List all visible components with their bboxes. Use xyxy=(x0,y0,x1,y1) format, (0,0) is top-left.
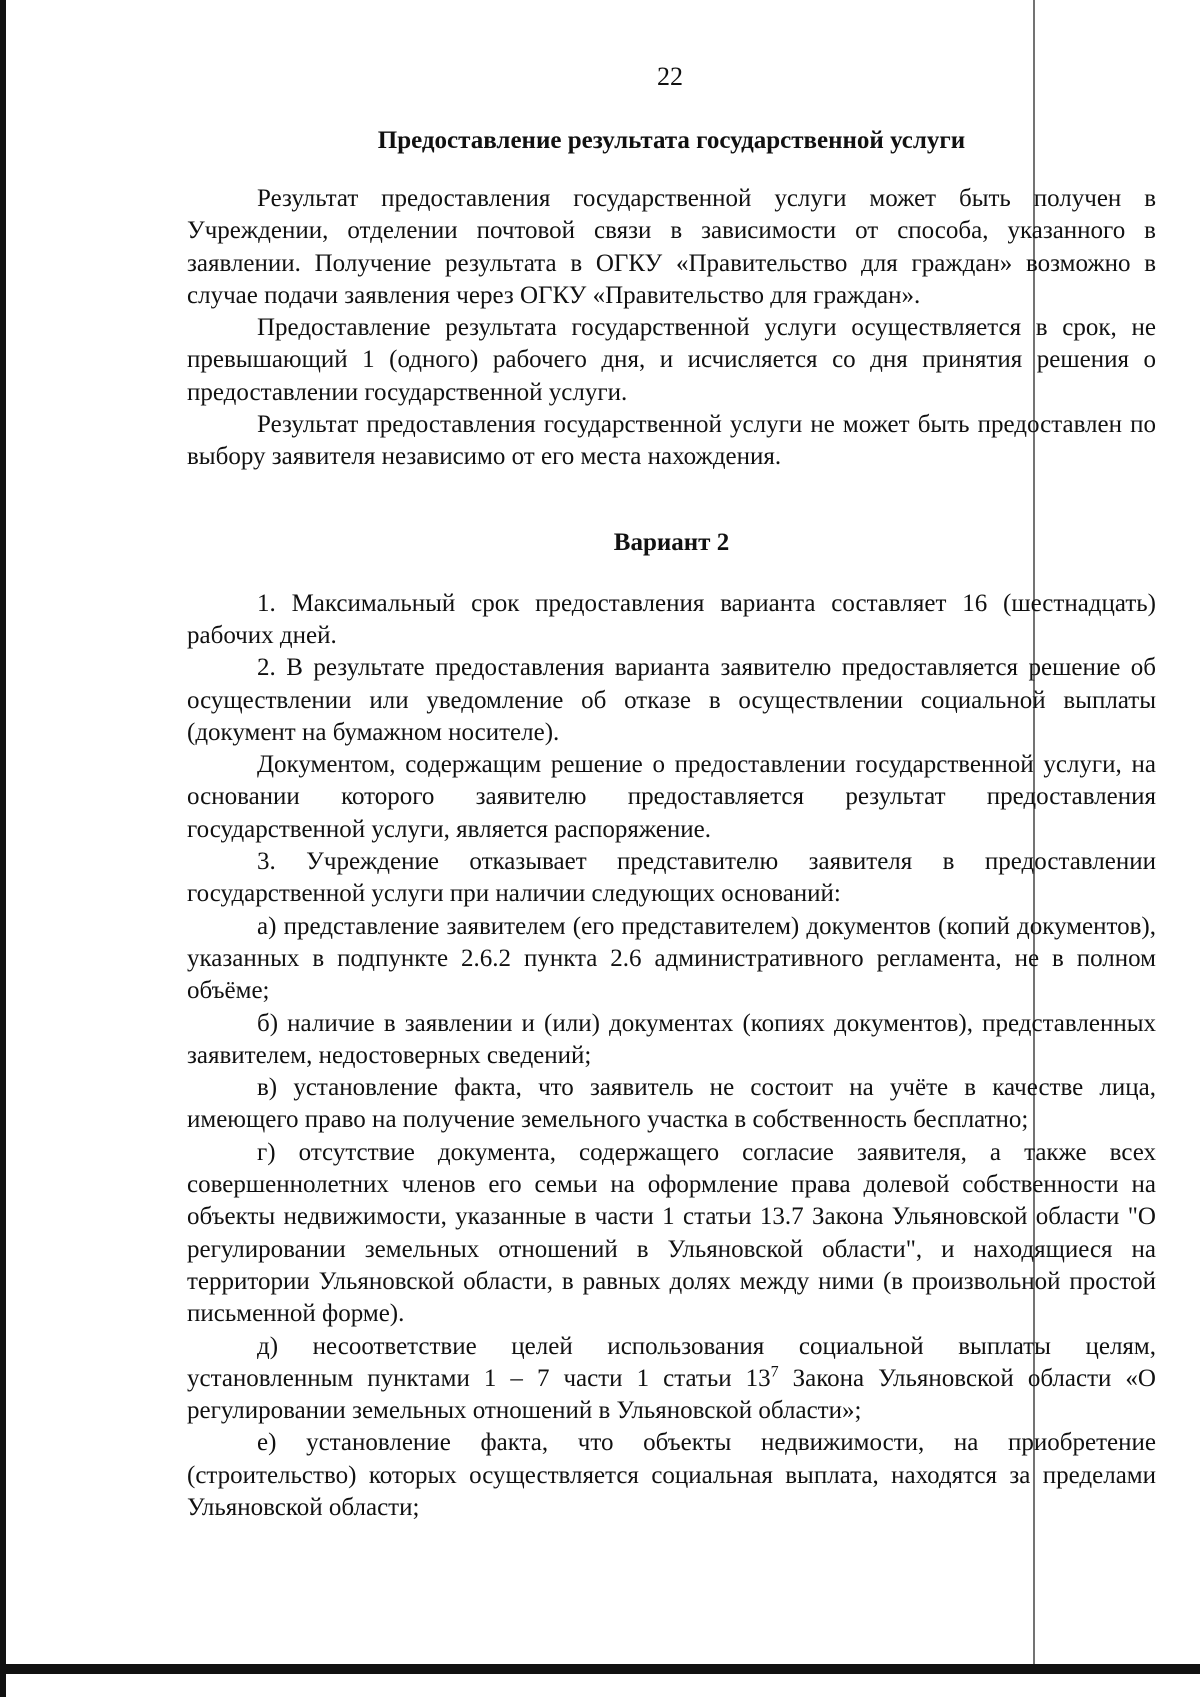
scan-bottom-edge xyxy=(0,1664,1200,1674)
list-item-g: г) отсутствие документа, содержащего согласие заявителя, а также всех совершеннолетних членов его семьи на оформление права долевой собственности на объекты недвижимости, указанные в части 1 статьи 13.7 Закона Ульяновской области "О регулировании земельных отношений в Ульяновской области", и находящиеся на территории Ульяновской области, в равных долях между ними (в произвольной простой письменной форме). xyxy=(187,1138,1156,1328)
superscript-7: 7 xyxy=(770,1363,779,1381)
list-item-d-tail: Закона Ульяновской области «О регулировании земельных отношений в Ульяновской области»; xyxy=(187,1364,1156,1425)
section-title: Предоставление результата государственной услуги xyxy=(377,127,966,154)
page-number: 22 xyxy=(657,62,683,91)
variant-title: Вариант 2 xyxy=(613,528,730,556)
paragraph-result-term: Предоставление результата государственной услуги осуществляется в срок, не превышающий 1 (одного) рабочего дня, и исчисляется со дня принятия решения о предоставлении государственной услуги. xyxy=(187,314,1156,406)
paragraph-max-term: 1. Максимальный срок предоставления варианта составляет 16 (шестнадцать) рабочих дней. xyxy=(187,589,1156,649)
list-item-a: а) представление заявителем (его представителем) документов (копий документов), указанных в подпункте 2.6.2 пункта 2.6 административного регламента, не в полном объёме; xyxy=(187,912,1156,1005)
scan-left-edge xyxy=(0,0,6,1697)
list-item-d xyxy=(187,1331,1156,1428)
list-item-v: в) установление факта, что заявитель не состоит на учёте в качестве лица, имеющего право на получение земельного участка в собственность бесплатно; xyxy=(187,1074,1156,1134)
paragraph-variant-result: 2. В результате предоставления варианта заявителю предоставляется решение об осуществлении или уведомление об отказе в осуществлении социальной выплаты (документ на бумажном носителе). xyxy=(187,654,1156,746)
paragraph-result-receipt: Результат предоставления государственной услуги может быть получен в Учреждении, отделении почтовой связи в зависимости от способа, указанного в заявлении. Получение результата в ОГКУ «Правительство для граждан» возможно в случае подачи заявления через ОГКУ «Правительство для граждан». xyxy=(187,185,1156,309)
paragraph-refusal-grounds: 3. Учреждение отказывает представителю заявителя в предоставлении государственной услуги при наличии следующих оснований: xyxy=(187,848,1156,908)
list-item-e: е) установление факта, что объекты недвижимости, на приобретение (строительство) которых осуществляется социальная выплата, находятся за пределами Ульяновской области; xyxy=(187,1429,1156,1521)
paragraph-decision-document: Документом, содержащим решение о предоставлении государственной услуги, на основании которого заявителю предоставляется результат предоставления государственной услуги, является распоряжение. xyxy=(187,751,1156,843)
list-item-d-text: д) несоответствие целей использования социальной выплаты целям, установленным пунктами 1 – 7 части 1 статьи 13 xyxy=(187,1332,1156,1392)
list-item-b: б) наличие в заявлении и (или) документах (копиях документов), представленных заявителем, недостоверных сведений; xyxy=(187,1009,1156,1069)
paragraph-result-extraterritorial: Результат предоставления государственной услуги не может быть предоставлен по выбору заявителя независимо от его места нахождения. xyxy=(187,411,1156,471)
document-body xyxy=(187,120,1156,1524)
